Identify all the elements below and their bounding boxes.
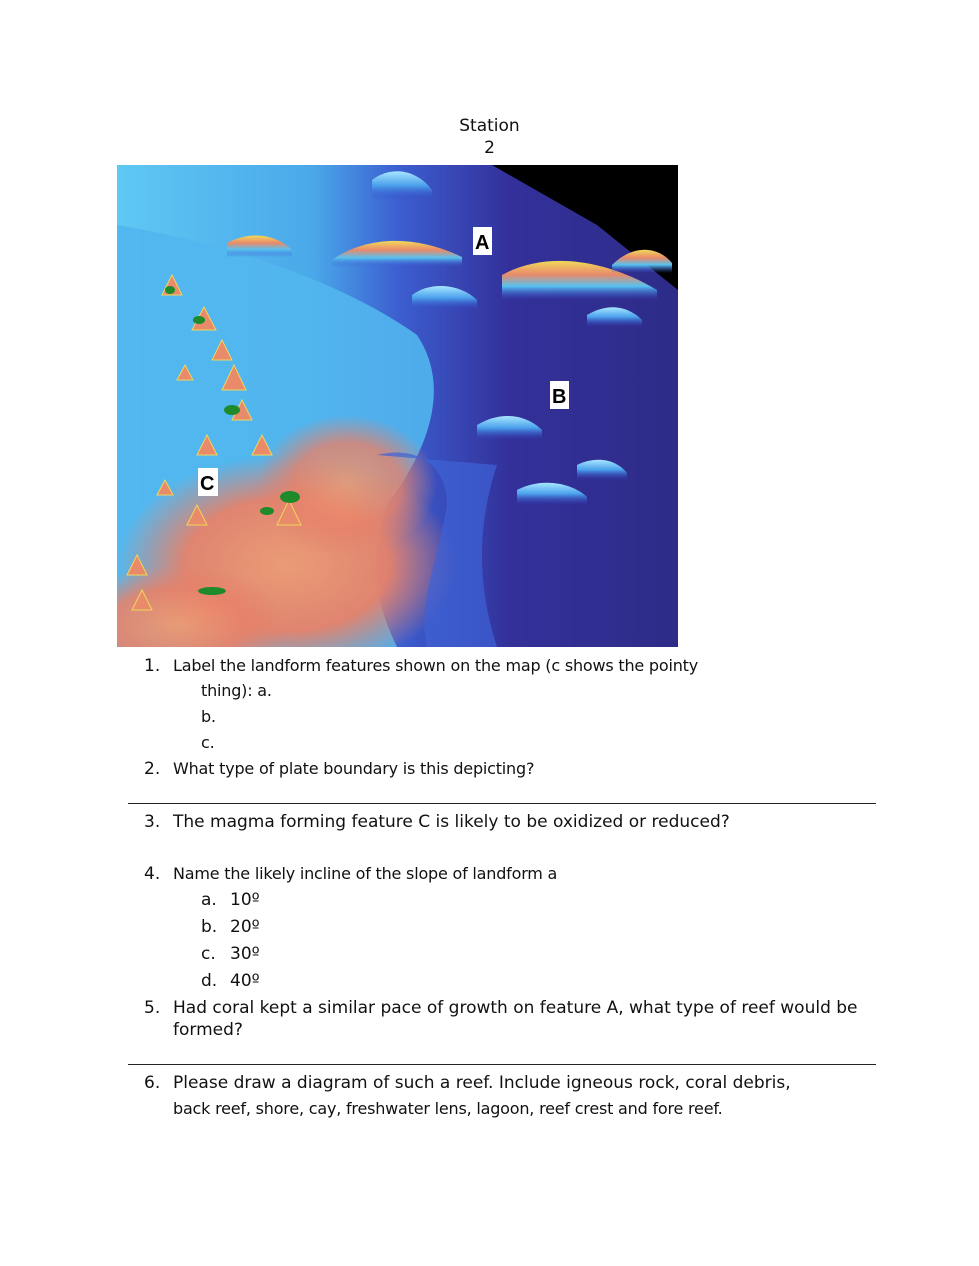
q4-option-a-value: 10º	[230, 890, 260, 910]
q1-cont: thing): a.	[201, 681, 272, 700]
q5-line2: formed?	[173, 1020, 243, 1040]
map-label-a: A	[475, 232, 490, 254]
q5-number: 5.	[144, 998, 161, 1018]
q1-number: 1.	[144, 656, 161, 676]
q6-number: 6.	[144, 1073, 161, 1093]
station-number: 2	[484, 138, 495, 158]
q2-number: 2.	[144, 759, 161, 779]
q4-option-a-letter: a.	[201, 890, 217, 910]
station-title: Station	[459, 116, 520, 136]
q4-option-d-letter: d.	[201, 971, 218, 991]
q4-option-b-letter: b.	[201, 917, 218, 937]
q5-line1: Had coral kept a similar pace of growth on feature A, what type of reef would be	[173, 998, 858, 1018]
answer-line-q5	[128, 1064, 876, 1065]
map-label-c: C	[200, 473, 215, 495]
q6-line1: Please draw a diagram of such a reef. Include igneous rock, coral debris,	[173, 1073, 791, 1093]
q3-number: 3.	[144, 812, 161, 832]
q1-option-c: c.	[201, 733, 215, 752]
q4-option-d-value: 40º	[230, 971, 260, 991]
q4-option-b-value: 20º	[230, 917, 260, 937]
q4-text: Name the likely incline of the slope of landform a	[173, 864, 558, 883]
map-label-b: B	[552, 386, 567, 408]
q4-option-c-value: 30º	[230, 944, 260, 964]
q4-option-c-letter: c.	[201, 944, 216, 964]
q1-text: Label the landform features shown on the map (c shows the pointy	[173, 656, 699, 675]
q2-text: What type of plate boundary is this depicting?	[173, 759, 535, 778]
q4-number: 4.	[144, 864, 161, 884]
q3-text: The magma forming feature C is likely to be oxidized or reduced?	[173, 812, 730, 832]
bathymetry-map-image	[117, 165, 678, 647]
q1-option-b: b.	[201, 707, 216, 726]
answer-line-q2	[128, 803, 876, 804]
q6-line2: back reef, shore, cay, freshwater lens, lagoon, reef crest and fore reef.	[173, 1099, 723, 1118]
